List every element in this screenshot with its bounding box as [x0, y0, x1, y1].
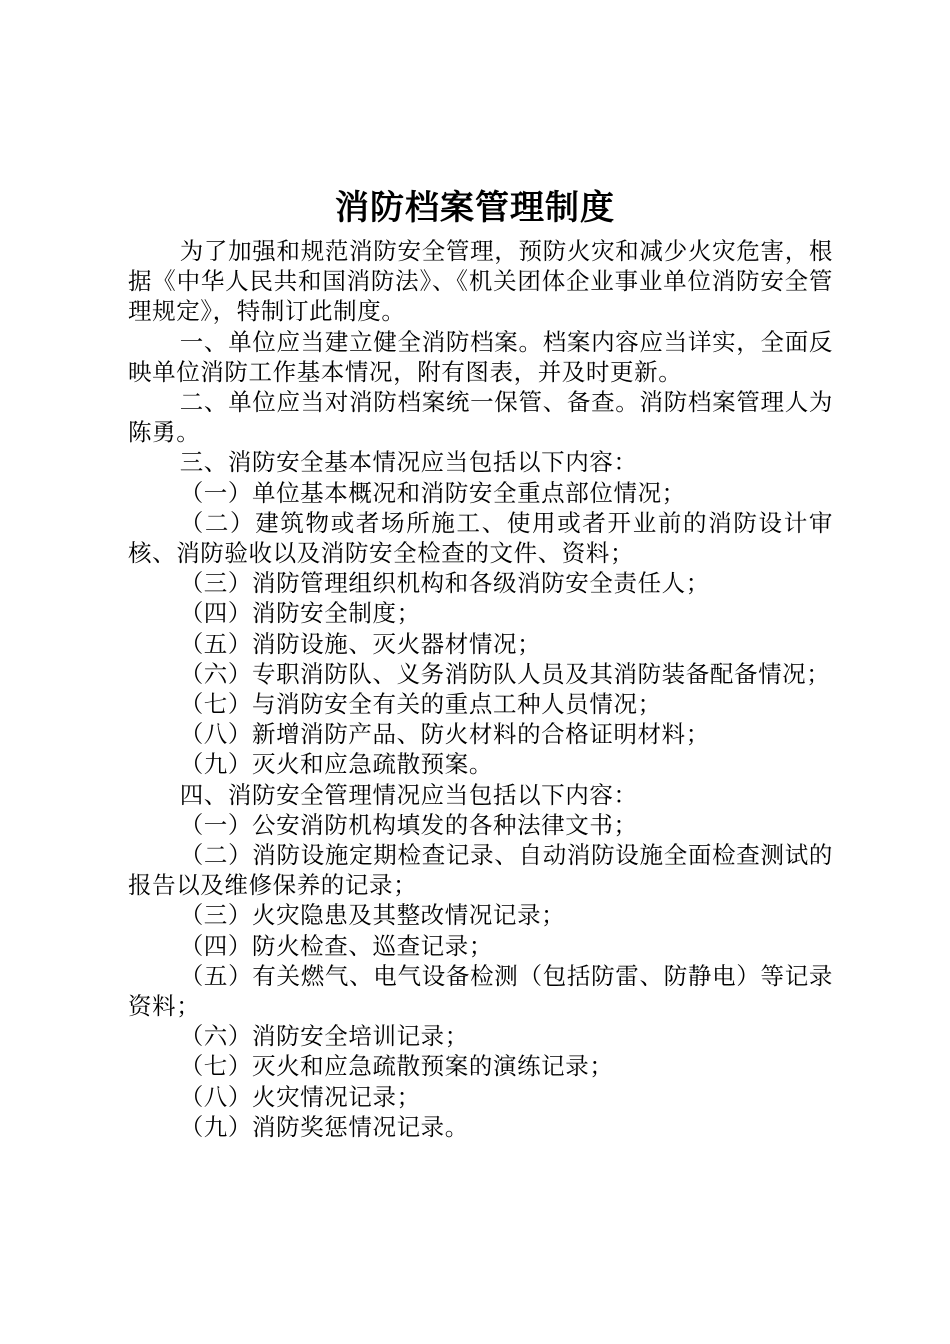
clause-2: 二、单位应当对消防档案统一保管、备查。消防档案管理人为陈勇。: [128, 388, 833, 447]
clause-4-item-8: （八）火灾情况记录；: [179, 1082, 421, 1111]
clause-3-item-7: （七）与消防安全有关的重点工种人员情况；: [179, 690, 662, 719]
intro-paragraph: 为了加强和规范消防安全管理，预防火灾和减少火灾危害，根据《中华人民共和国消防法》、《机关团体企业事业单位消防安全管理规定》，特制订此制度。: [128, 237, 833, 326]
clause-4-item-7: （七）灭火和应急疏散预案的演练记录；: [179, 1052, 614, 1081]
clause-3-item-3: （三）消防管理组织机构和各级消防安全责任人；: [179, 569, 710, 598]
clause-3-item-1: （一）单位基本概况和消防安全重点部位情况；: [179, 478, 686, 507]
clause-3-item-2: （二）建筑物或者场所施工、使用或者开业前的消防设计审核、消防验收以及消防安全检查的文件、资料；: [128, 508, 833, 568]
clause-4-heading: 四、消防安全管理情况应当包括以下内容：: [179, 780, 638, 809]
clause-4-item-5: （五）有关燃气、电气设备检测（包括防雷、防静电）等记录资料；: [128, 961, 833, 1021]
clause-3-item-6: （六）专职消防队、义务消防队人员及其消防装备配备情况；: [179, 659, 831, 688]
clause-4-item-6: （六）消防安全培训记录；: [179, 1022, 469, 1051]
clause-4-item-3: （三）火灾隐患及其整改情况记录；: [179, 901, 566, 930]
clause-4-item-9: （九）消防奖惩情况记录。: [179, 1112, 469, 1141]
clause-3-item-4: （四）消防安全制度；: [179, 599, 421, 628]
clause-4-item-1: （一）公安消防机构填发的各种法律文书；: [179, 810, 638, 839]
document-body: [128, 236, 833, 1142]
clause-3-item-9: （九）灭火和应急疏散预案。: [179, 750, 493, 779]
clause-4-item-2: （二）消防设施定期检查记录、自动消防设施全面检查测试的报告以及维修保养的记录；: [128, 841, 833, 900]
clause-3-item-5: （五）消防设施、灭火器材情况；: [179, 629, 542, 658]
document-title: 消防档案管理制度: [335, 188, 615, 228]
clause-1: 一、单位应当建立健全消防档案。档案内容应当详实，全面反映单位消防工作基本情况，附有图表，并及时更新。: [128, 327, 833, 386]
clause-4-item-4: （四）防火检查、巡查记录；: [179, 931, 493, 960]
clause-3-item-8: （八）新增消防产品、防火材料的合格证明材料；: [179, 720, 710, 749]
clause-3-heading: 三、消防安全基本情况应当包括以下内容：: [179, 448, 638, 477]
